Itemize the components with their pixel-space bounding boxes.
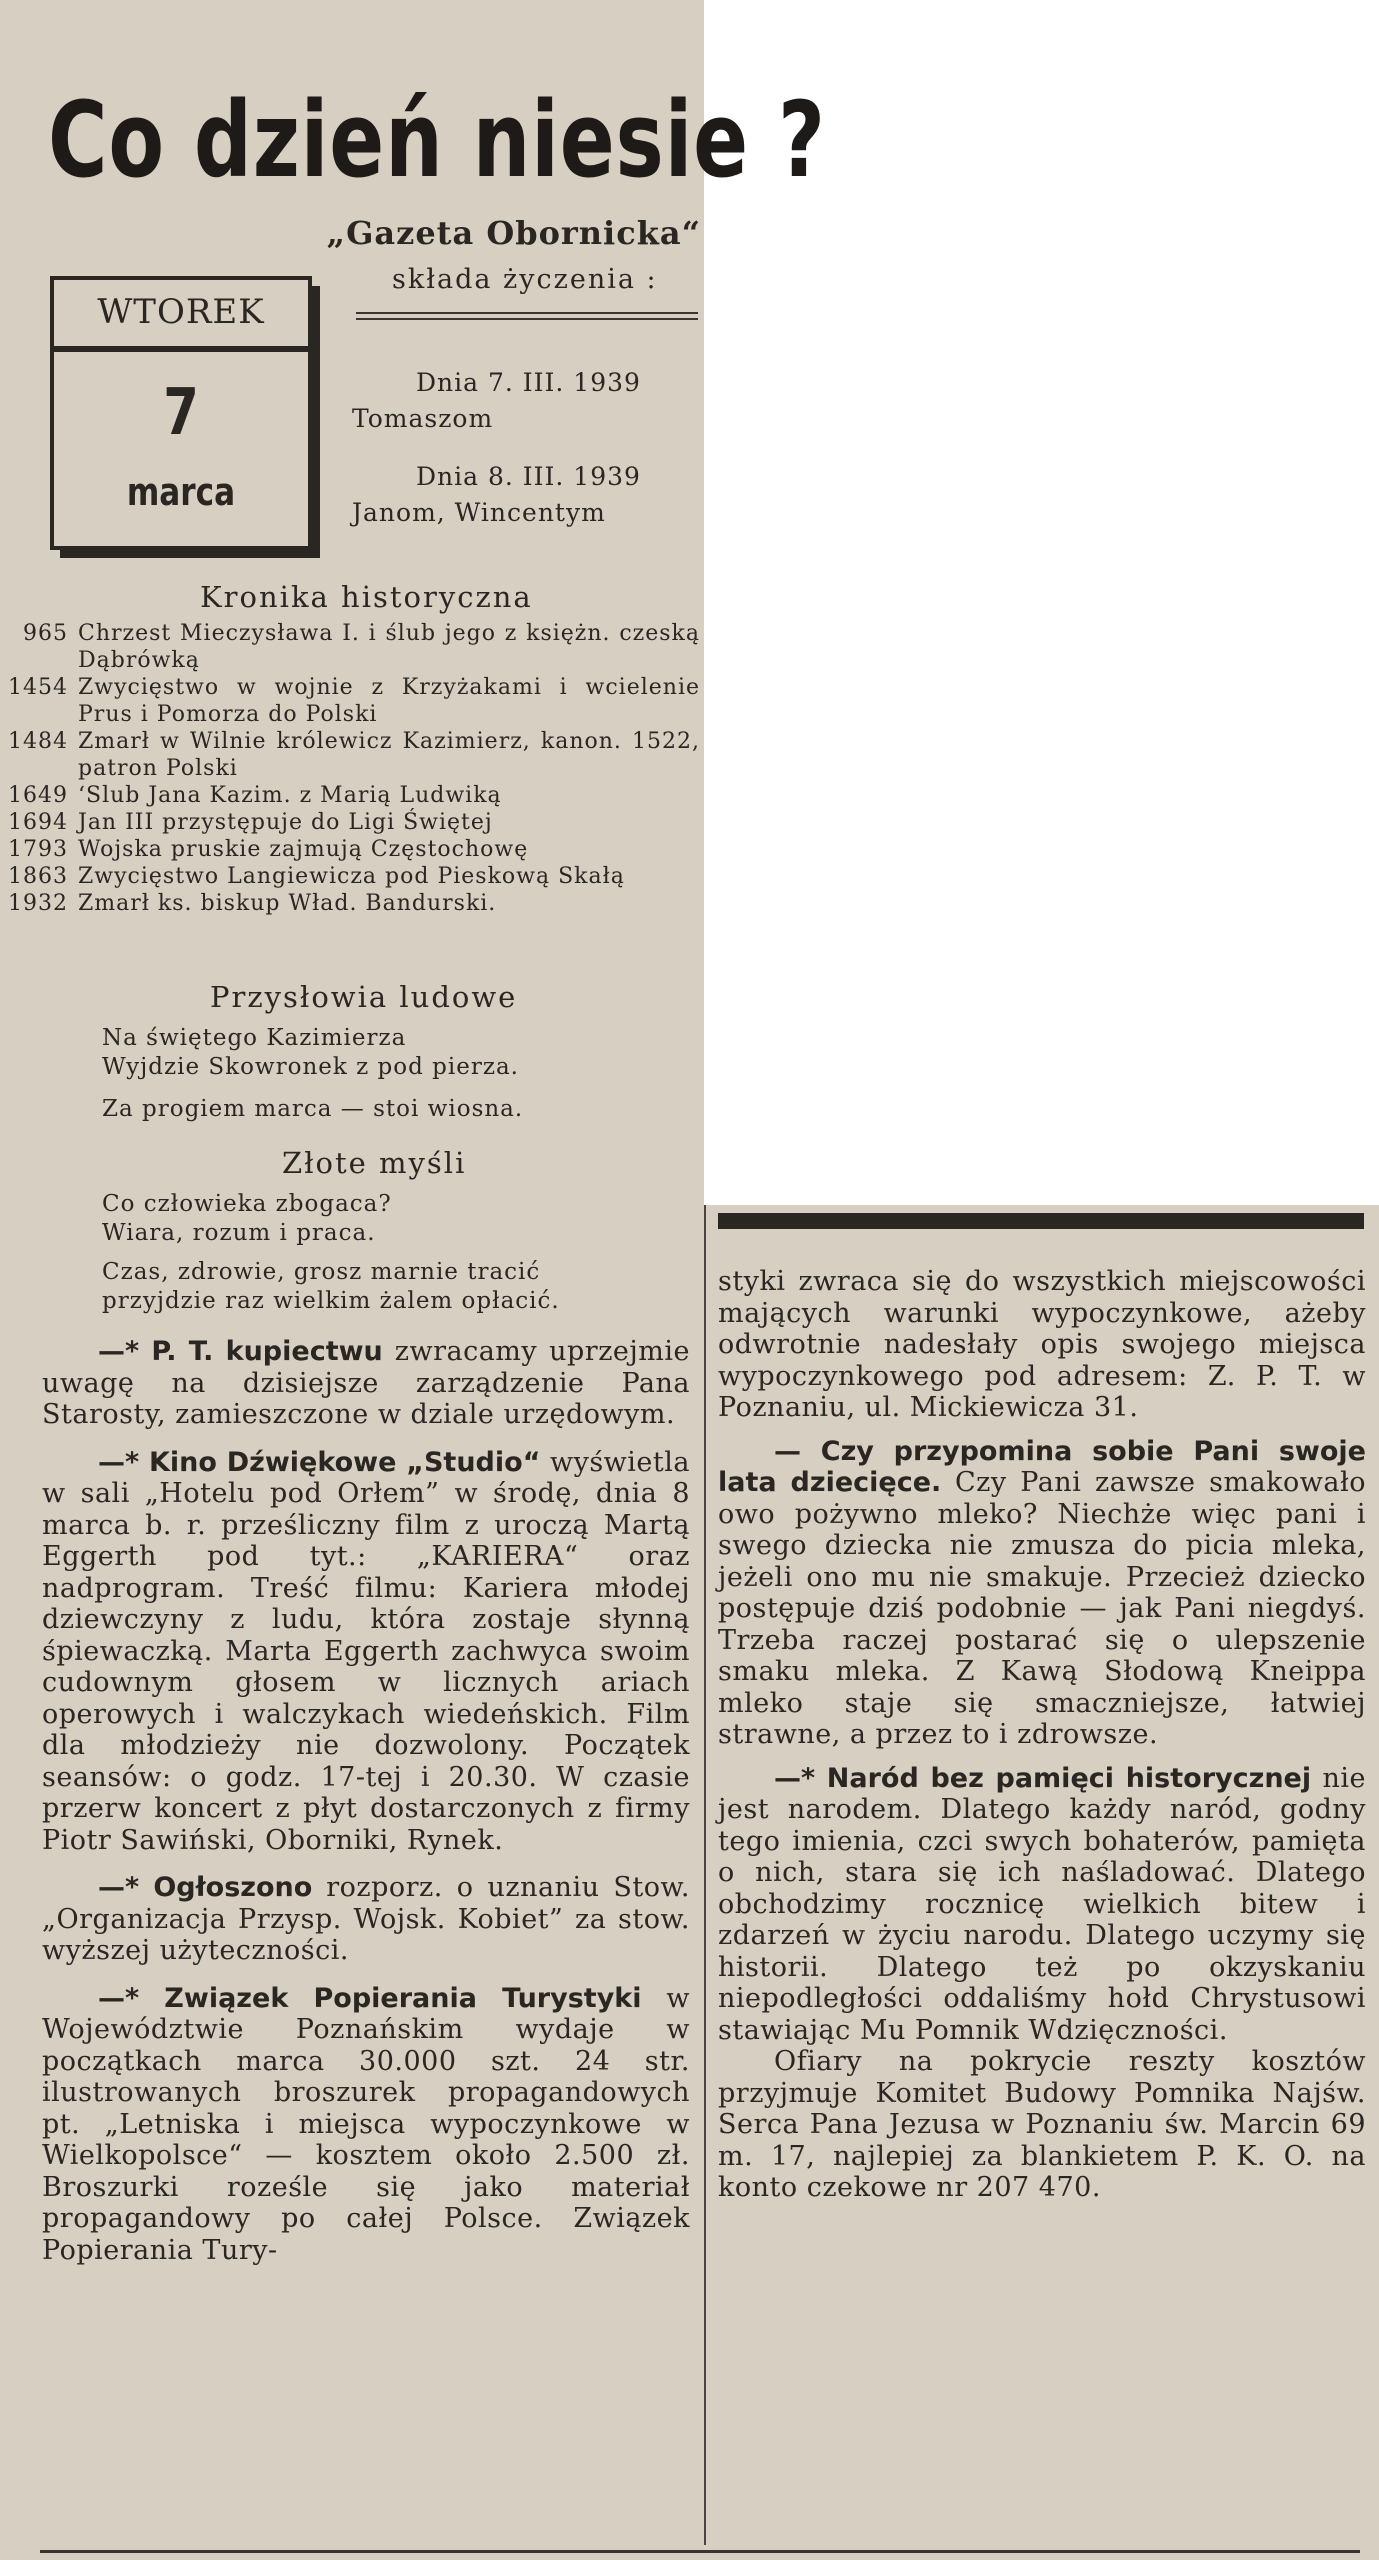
news-kino xyxy=(42,1447,690,1857)
proverb-line: Wyjdzie Skowronek z pod pierza. xyxy=(102,1054,519,1080)
news-body: zwracamy uprzejmie uwagę na dzisiejsze zarządzenie Pana Starosty, zamieszczone w dziale urzędowym. xyxy=(42,1336,690,1430)
news-zwiazek xyxy=(42,1983,690,2267)
kronika-year: 1932 xyxy=(8,891,68,916)
news-lead: —* Kino Dźwiękowe „Studio“ xyxy=(98,1446,541,1478)
bottom-rule xyxy=(40,2550,1360,2553)
calendar-day: 7 xyxy=(163,376,199,450)
kronika-text: Wojska pruskie zajmują Częstochowę xyxy=(78,837,529,862)
kronika-year: 1694 xyxy=(8,810,68,835)
kronika-list xyxy=(0,620,700,917)
news-body: rozporz. o uznaniu Stow. „Organizacja Przysp. Wojsk. Kobiet” za stow. wyższej użyteczności. xyxy=(42,1872,690,1966)
news-continuation: styki zwraca się do wszystkich miejscowości mających warunki wypoczynkowe, ażeby odwrotnie nadesłały opis swojego miejsca wypoczynkowego pod adresem: Z. P. T. w Poznaniu, ul. Mickiewicza 31. xyxy=(718,1266,1366,1423)
calendar-month: marca xyxy=(126,470,236,514)
kronika-year: 1484 xyxy=(8,729,68,754)
kronika-text: Zmarł ks. biskup Wład. Bandurski. xyxy=(78,891,497,916)
kronika-year: 1863 xyxy=(8,864,68,889)
news-lead: —* Ogłoszono xyxy=(98,1872,313,1903)
kronika-text: Zmarł w Wilnie królewicz Kazimierz, kanon. 1522, patron Polski xyxy=(78,729,700,781)
sklada-zyczenia: składa życzenia : xyxy=(392,264,658,295)
news-lead: —* P. T. kupiectwu xyxy=(98,1336,383,1367)
gazeta-name: „Gazeta Obornicka“ xyxy=(326,214,701,252)
calendar-box xyxy=(50,276,312,550)
column-divider xyxy=(704,1205,706,2545)
calendar-separator xyxy=(54,346,308,352)
left-news-column xyxy=(42,1336,690,2266)
przyslowia-heading: Przysłowia ludowe xyxy=(210,980,518,1014)
top-black-bar xyxy=(718,1213,1364,1229)
calendar-weekday: WTOREK xyxy=(97,292,265,332)
kronika-text: Chrzest Mieczysława I. i ślub jego z księżn. czeską Dąbrówką xyxy=(78,621,700,673)
kronika-year: 1649 xyxy=(8,783,68,808)
news-body: Czy Pani zawsze smakowało owo pożywno mleko? Niechże więc pani i swego dziecka nie zmusza do picia mleka, jeżeli ono mu nie smakuje. Przecież dziecko postępuje dziś podobnie — jak Pani niegdyś. Trzeba raczej postarać się o ulepszenie smaku mleka. Z Kawą Słodową Kneippa mleko staje się smaczniejsze, łatwiej strawne, a przez to i zdrowsze. xyxy=(718,1467,1366,1750)
kronika-entry xyxy=(0,782,700,809)
news-kupiectwo xyxy=(42,1336,690,1431)
news-body: nie jest narodem. Dlatego każdy naród, godny tego imienia, czci swych bohaterów, pamięta o nich, stara się ich naśladować. Dlatego obchodzimy rocznicę wielkich bitew i zdarzeń w życiu narodu. Dlatego uczymy się historii. Dlatego też po okzyskaniu niepodległości oddaliśmy hołd Chrystusowi stawiając Mu Pomnik Wdzięczności. xyxy=(718,1762,1366,2046)
kronika-entry xyxy=(0,836,700,863)
news-body: w Województwie Poznańskim wydaje w początkach marca 30.000 szt. 24 str. ilustrowanych broszurek propagandowych pt. „Letniska i miejsca wypoczynkowe w Wielkopolsce“ — kosztem około 2.500 zł. Broszurki roześle się jako materiał propagandowy po całej Polsce. Związek Popierania Tury- xyxy=(42,1982,690,2266)
page-title: Co dzień niesie ? xyxy=(48,79,826,201)
news-lead: — Czy przypomina sobie Pani swoje lata dziecięce. xyxy=(718,1435,1366,1498)
kronika-entry xyxy=(0,890,700,917)
nameday-names: Janom, Wincentym xyxy=(352,498,606,527)
news-pani xyxy=(718,1436,1366,1751)
right-news-column xyxy=(718,1266,1366,2204)
thought-line: Co człowieka zbogaca? xyxy=(102,1191,392,1217)
kronika-text: Zwycięstwo Langiewicza pod Pieskową Skałą xyxy=(78,864,625,889)
zlote-heading: Złote myśli xyxy=(282,1146,467,1180)
thought-line: Czas, zdrowie, grosz marnie tracić xyxy=(102,1259,541,1285)
nameday-names: Tomaszom xyxy=(352,404,494,433)
double-rule xyxy=(356,312,698,320)
kronika-text: ‘Slub Jana Kazim. z Marią Ludwiką xyxy=(78,783,502,808)
kronika-entry xyxy=(0,863,700,890)
kronika-year: 1793 xyxy=(8,837,68,862)
kronika-year: 965 xyxy=(23,621,68,646)
news-lead: —* Naród bez pamięci historycznej xyxy=(774,1762,1312,1794)
kronika-entry xyxy=(0,620,700,674)
nameday-date: Dnia 8. III. 1939 xyxy=(416,462,641,491)
thought-line: Wiara, rozum i praca. xyxy=(102,1220,376,1246)
kronika-entry xyxy=(0,728,700,782)
kronika-entry xyxy=(0,809,700,836)
news-lead: —* Związek Popierania Turystyki xyxy=(98,1982,642,2014)
news-ogloszono xyxy=(42,1872,690,1967)
kronika-text: Zwycięstwo w wojnie z Krzyżakami i wcielenie Prus i Pomorza do Polski xyxy=(78,675,700,727)
kronika-entry xyxy=(0,674,700,728)
nameday-date: Dnia 7. III. 1939 xyxy=(416,368,641,397)
kronika-year: 1454 xyxy=(8,675,68,700)
news-body: wyświetla w sali „Hotelu pod Orłem” w środę, dnia 8 marca b. r. prześliczny film z uroczą Martą Eggerth pod tyt.: „KARIERA“ oraz nadprogram. Treść filmu: Kariera młodej dziewczyny z ludu, która zostaje słynną śpiewaczką. Marta Eggerth zachwyca swoim cudownym głosem w licznych ariach operowych i walczykach wiedeńskich. Film dla młodzieży nie dozwolony. Początek seansów: o godz. 17-tej i 20.30. W czasie przerw koncert z płyt dostarczonych z firmy Piotr Sawiński, Oborniki, Rynek. xyxy=(42,1446,690,1856)
proverb-line: Za progiem marca — stoi wiosna. xyxy=(102,1096,524,1122)
news-ofiary: Ofiary na pokrycie reszty kosztów przyjmuje Komitet Budowy Pomnika Najśw. Serca Pana Jezusa w Poznaniu św. Marcin 69 m. 17, najlepiej za blankietem P. K. O. na konto czekowe nr 207 470. xyxy=(718,2046,1366,2203)
kronika-text: Jan III przystępuje do Ligi Świętej xyxy=(78,810,493,835)
thought-line: przyjdzie raz wielkim żalem opłacić. xyxy=(102,1288,560,1314)
kronika-heading: Kronika historyczna xyxy=(200,580,533,614)
proverb-line: Na świętego Kazimierza xyxy=(102,1025,407,1051)
news-narod xyxy=(718,1763,1366,2047)
